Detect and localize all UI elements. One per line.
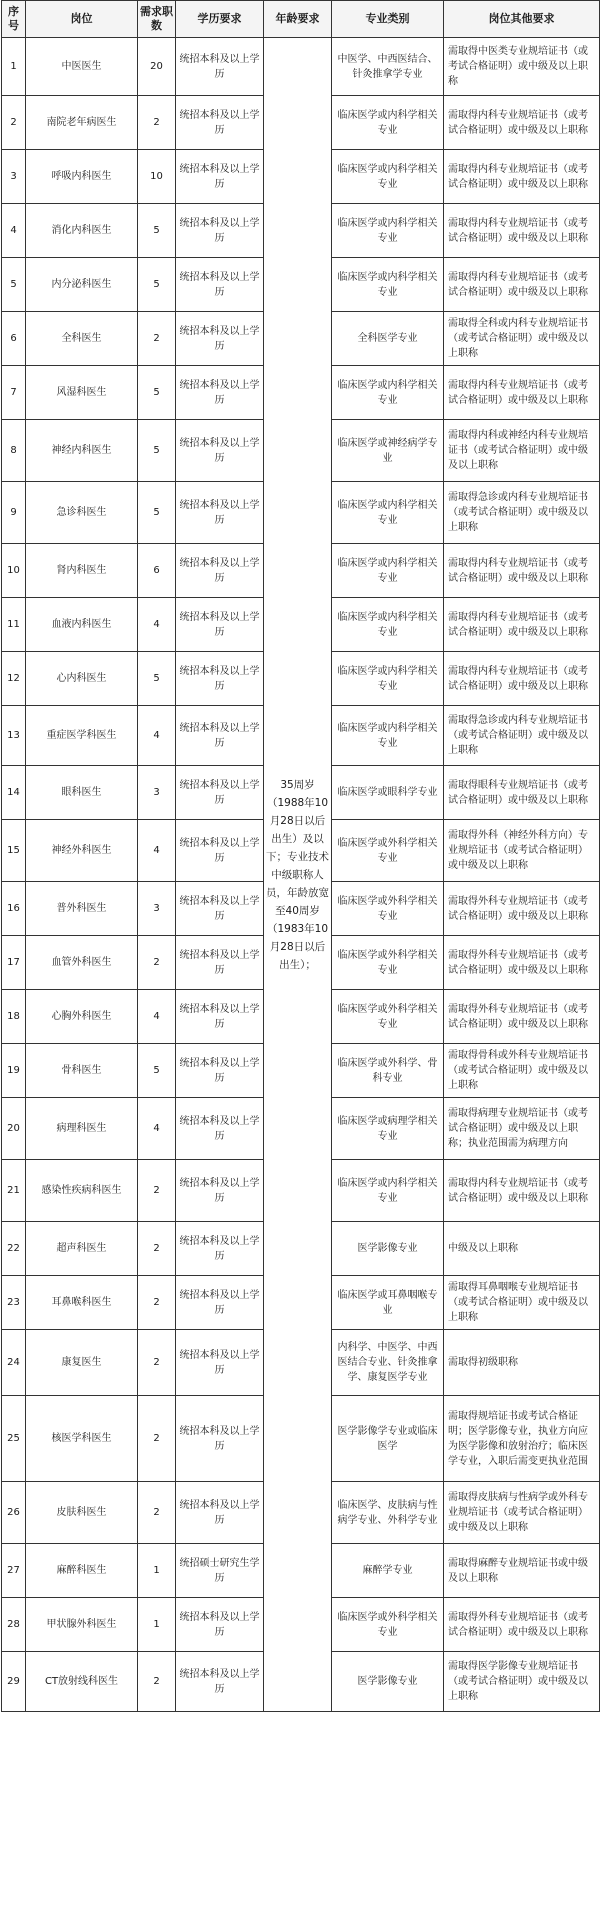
major-category: 临床医学或神经病学专业 [332, 420, 444, 482]
major-category: 临床医学或内科学相关专业 [332, 366, 444, 420]
post-name: 血管外科医生 [26, 936, 138, 990]
headcount: 2 [138, 1222, 176, 1276]
major-category: 临床医学或内科学相关专业 [332, 96, 444, 150]
post-name: 呼吸内科医生 [26, 150, 138, 204]
row-number: 25 [2, 1396, 26, 1482]
education-requirement: 统招本科及以上学历 [176, 258, 264, 312]
education-requirement: 统招本科及以上学历 [176, 1160, 264, 1222]
row-number: 13 [2, 706, 26, 766]
education-requirement: 统招硕士研究生学历 [176, 1544, 264, 1598]
headcount: 2 [138, 1276, 176, 1330]
row-number: 15 [2, 820, 26, 882]
other-requirements: 需取得内科专业规培证书（或考试合格证明）或中级及以上职称 [444, 598, 600, 652]
row-number: 6 [2, 312, 26, 366]
post-name: 神经外科医生 [26, 820, 138, 882]
major-category: 临床医学或外科学相关专业 [332, 936, 444, 990]
education-requirement: 统招本科及以上学历 [176, 706, 264, 766]
post-name: 骨科医生 [26, 1044, 138, 1098]
headcount: 2 [138, 1482, 176, 1544]
major-category: 临床医学或外科学相关专业 [332, 820, 444, 882]
other-requirements: 需取得外科专业规培证书（或考试合格证明）或中级及以上职称 [444, 882, 600, 936]
other-requirements: 需取得内科专业规培证书（或考试合格证明）或中级及以上职称 [444, 544, 600, 598]
major-category: 临床医学或眼科学专业 [332, 766, 444, 820]
education-requirement: 统招本科及以上学历 [176, 766, 264, 820]
major-category: 临床医学或外科学、骨科专业 [332, 1044, 444, 1098]
post-name: 甲状腺外科医生 [26, 1598, 138, 1652]
header-post: 岗位 [26, 1, 138, 38]
post-name: 风湿科医生 [26, 366, 138, 420]
headcount: 10 [138, 150, 176, 204]
post-name: 南院老年病医生 [26, 96, 138, 150]
headcount: 4 [138, 990, 176, 1044]
other-requirements: 需取得急诊或内科专业规培证书（或考试合格证明）或中级及以上职称 [444, 482, 600, 544]
row-number: 27 [2, 1544, 26, 1598]
major-category: 临床医学或病理学相关专业 [332, 1098, 444, 1160]
row-number: 29 [2, 1652, 26, 1712]
headcount: 20 [138, 38, 176, 96]
table-body [2, 38, 600, 1712]
education-requirement: 统招本科及以上学历 [176, 936, 264, 990]
major-category: 中医学、中西医结合、针灸推拿学专业 [332, 38, 444, 96]
education-requirement: 统招本科及以上学历 [176, 482, 264, 544]
header-count: 需求职数 [138, 1, 176, 38]
education-requirement: 统招本科及以上学历 [176, 1276, 264, 1330]
major-category: 临床医学或耳鼻咽喉专业 [332, 1276, 444, 1330]
education-requirement: 统招本科及以上学历 [176, 544, 264, 598]
post-name: 神经内科医生 [26, 420, 138, 482]
education-requirement: 统招本科及以上学历 [176, 990, 264, 1044]
education-requirement: 统招本科及以上学历 [176, 38, 264, 96]
other-requirements: 需取得外科专业规培证书（或考试合格证明）或中级及以上职称 [444, 936, 600, 990]
major-category: 临床医学或内科学相关专业 [332, 482, 444, 544]
post-name: 血液内科医生 [26, 598, 138, 652]
headcount: 2 [138, 96, 176, 150]
headcount: 1 [138, 1598, 176, 1652]
post-name: 皮肤科医生 [26, 1482, 138, 1544]
age-requirement: 35周岁（1988年10月28日以后出生）及以下；专业技术中级职称人员，年龄放宽至40周岁（1983年10月28日以后出生）； [264, 38, 332, 1712]
education-requirement: 统招本科及以上学历 [176, 420, 264, 482]
row-number: 8 [2, 420, 26, 482]
header-no: 序号 [2, 1, 26, 38]
education-requirement: 统招本科及以上学历 [176, 1222, 264, 1276]
post-name: 中医医生 [26, 38, 138, 96]
other-requirements: 需取得皮肤病与性病学或外科专业规培证书（或考试合格证明）或中级及以上职称 [444, 1482, 600, 1544]
other-requirements: 需取得全科或内科专业规培证书（或考试合格证明）或中级及以上职称 [444, 312, 600, 366]
headcount: 1 [138, 1544, 176, 1598]
other-requirements: 需取得外科专业规培证书（或考试合格证明）或中级及以上职称 [444, 1598, 600, 1652]
other-requirements: 需取得急诊或内科专业规培证书（或考试合格证明）或中级及以上职称 [444, 706, 600, 766]
headcount: 5 [138, 482, 176, 544]
other-requirements: 需取得内科专业规培证书（或考试合格证明）或中级及以上职称 [444, 652, 600, 706]
headcount: 4 [138, 820, 176, 882]
header-other-requirements: 岗位其他要求 [444, 1, 600, 38]
major-category: 内科学、中医学、中西医结合专业、针灸推拿学、康复医学专业 [332, 1330, 444, 1396]
education-requirement: 统招本科及以上学历 [176, 1044, 264, 1098]
education-requirement: 统招本科及以上学历 [176, 312, 264, 366]
post-name: 普外科医生 [26, 882, 138, 936]
row-number: 9 [2, 482, 26, 544]
headcount: 6 [138, 544, 176, 598]
other-requirements: 需取得内科或神经内科专业规培证书（或考试合格证明）或中级及以上职称 [444, 420, 600, 482]
major-category: 临床医学或内科学相关专业 [332, 1160, 444, 1222]
post-name: 感染性疾病科医生 [26, 1160, 138, 1222]
major-category: 临床医学或外科学相关专业 [332, 882, 444, 936]
row-number: 21 [2, 1160, 26, 1222]
other-requirements: 需取得规培证书或考试合格证明；医学影像专业，执业方向应为医学影像和放射治疗；临床医学专业，入职后需变更执业范围 [444, 1396, 600, 1482]
headcount: 2 [138, 1160, 176, 1222]
header-major: 专业类别 [332, 1, 444, 38]
major-category: 临床医学或内科学相关专业 [332, 258, 444, 312]
row-number: 1 [2, 38, 26, 96]
major-category: 临床医学或外科学相关专业 [332, 990, 444, 1044]
row-number: 3 [2, 150, 26, 204]
other-requirements: 需取得外科（神经外科方向）专业规培证书（或考试合格证明）或中级及以上职称 [444, 820, 600, 882]
major-category: 医学影像专业 [332, 1652, 444, 1712]
major-category: 临床医学或内科学相关专业 [332, 598, 444, 652]
other-requirements: 中级及以上职称 [444, 1222, 600, 1276]
row-number: 12 [2, 652, 26, 706]
major-category: 全科医学专业 [332, 312, 444, 366]
headcount: 2 [138, 1330, 176, 1396]
major-category: 医学影像学专业或临床医学 [332, 1396, 444, 1482]
row-number: 10 [2, 544, 26, 598]
post-name: 核医学科医生 [26, 1396, 138, 1482]
header-age: 年龄要求 [264, 1, 332, 38]
post-name: 内分泌科医生 [26, 258, 138, 312]
post-name: 耳鼻喉科医生 [26, 1276, 138, 1330]
row-number: 11 [2, 598, 26, 652]
headcount: 4 [138, 598, 176, 652]
row-number: 14 [2, 766, 26, 820]
education-requirement: 统招本科及以上学历 [176, 1482, 264, 1544]
major-category: 医学影像专业 [332, 1222, 444, 1276]
row-number: 24 [2, 1330, 26, 1396]
row-number: 2 [2, 96, 26, 150]
education-requirement: 统招本科及以上学历 [176, 1330, 264, 1396]
post-name: CT放射线科医生 [26, 1652, 138, 1712]
other-requirements: 需取得内科专业规培证书（或考试合格证明）或中级及以上职称 [444, 204, 600, 258]
post-name: 急诊科医生 [26, 482, 138, 544]
other-requirements: 需取得麻醉专业规培证书或中级及以上职称 [444, 1544, 600, 1598]
education-requirement: 统招本科及以上学历 [176, 1098, 264, 1160]
headcount: 5 [138, 1044, 176, 1098]
row-number: 18 [2, 990, 26, 1044]
post-name: 消化内科医生 [26, 204, 138, 258]
headcount: 2 [138, 936, 176, 990]
education-requirement: 统招本科及以上学历 [176, 1396, 264, 1482]
other-requirements: 需取得医学影像专业规培证书（或考试合格证明）或中级及以上职称 [444, 1652, 600, 1712]
other-requirements: 需取得内科专业规培证书（或考试合格证明）或中级及以上职称 [444, 1160, 600, 1222]
post-name: 肾内科医生 [26, 544, 138, 598]
headcount: 3 [138, 882, 176, 936]
major-category: 临床医学或外科学相关专业 [332, 1598, 444, 1652]
row-number: 4 [2, 204, 26, 258]
education-requirement: 统招本科及以上学历 [176, 882, 264, 936]
major-category: 临床医学或内科学相关专业 [332, 150, 444, 204]
major-category: 临床医学、皮肤病与性病学专业、外科学专业 [332, 1482, 444, 1544]
education-requirement: 统招本科及以上学历 [176, 204, 264, 258]
post-name: 心内科医生 [26, 652, 138, 706]
other-requirements: 需取得初级职称 [444, 1330, 600, 1396]
row-number: 17 [2, 936, 26, 990]
other-requirements: 需取得病理专业规培证书（或考试合格证明）或中级及以上职称；执业范围需为病理方向 [444, 1098, 600, 1160]
post-name: 康复医生 [26, 1330, 138, 1396]
education-requirement: 统招本科及以上学历 [176, 820, 264, 882]
row-number: 7 [2, 366, 26, 420]
post-name: 眼科医生 [26, 766, 138, 820]
post-name: 全科医生 [26, 312, 138, 366]
other-requirements: 需取得骨科或外科专业规培证书（或考试合格证明）或中级及以上职称 [444, 1044, 600, 1098]
other-requirements: 需取得内科专业规培证书（或考试合格证明）或中级及以上职称 [444, 96, 600, 150]
row-number: 19 [2, 1044, 26, 1098]
row-number: 28 [2, 1598, 26, 1652]
major-category: 临床医学或内科学相关专业 [332, 706, 444, 766]
post-name: 超声科医生 [26, 1222, 138, 1276]
headcount: 3 [138, 766, 176, 820]
major-category: 麻醉学专业 [332, 1544, 444, 1598]
education-requirement: 统招本科及以上学历 [176, 366, 264, 420]
headcount: 5 [138, 258, 176, 312]
major-category: 临床医学或内科学相关专业 [332, 652, 444, 706]
other-requirements: 需取得耳鼻咽喉专业规培证书（或考试合格证明）或中级及以上职称 [444, 1276, 600, 1330]
headcount: 5 [138, 420, 176, 482]
headcount: 2 [138, 1396, 176, 1482]
row-number: 22 [2, 1222, 26, 1276]
row-number: 23 [2, 1276, 26, 1330]
headcount: 5 [138, 204, 176, 258]
other-requirements: 需取得外科专业规培证书（或考试合格证明）或中级及以上职称 [444, 990, 600, 1044]
other-requirements: 需取得中医类专业规培证书（或考试合格证明）或中级及以上职称 [444, 38, 600, 96]
post-name: 病理科医生 [26, 1098, 138, 1160]
other-requirements: 需取得内科专业规培证书（或考试合格证明）或中级及以上职称 [444, 258, 600, 312]
headcount: 5 [138, 366, 176, 420]
major-category: 临床医学或内科学相关专业 [332, 544, 444, 598]
education-requirement: 统招本科及以上学历 [176, 652, 264, 706]
row-number: 26 [2, 1482, 26, 1544]
post-name: 重症医学科医生 [26, 706, 138, 766]
row-number: 5 [2, 258, 26, 312]
education-requirement: 统招本科及以上学历 [176, 598, 264, 652]
headcount: 5 [138, 652, 176, 706]
post-name: 麻醉科医生 [26, 1544, 138, 1598]
headcount: 2 [138, 312, 176, 366]
table-header-row [2, 1, 600, 38]
major-category: 临床医学或内科学相关专业 [332, 204, 444, 258]
row-number: 20 [2, 1098, 26, 1160]
headcount: 4 [138, 1098, 176, 1160]
headcount: 4 [138, 706, 176, 766]
education-requirement: 统招本科及以上学历 [176, 1652, 264, 1712]
other-requirements: 需取得内科专业规培证书（或考试合格证明）或中级及以上职称 [444, 366, 600, 420]
table-row [2, 38, 600, 96]
education-requirement: 统招本科及以上学历 [176, 1598, 264, 1652]
recruitment-table [1, 0, 600, 1712]
post-name: 心胸外科医生 [26, 990, 138, 1044]
headcount: 2 [138, 1652, 176, 1712]
row-number: 16 [2, 882, 26, 936]
other-requirements: 需取得眼科专业规培证书（或考试合格证明）或中级及以上职称 [444, 766, 600, 820]
education-requirement: 统招本科及以上学历 [176, 96, 264, 150]
other-requirements: 需取得内科专业规培证书（或考试合格证明）或中级及以上职称 [444, 150, 600, 204]
header-education: 学历要求 [176, 1, 264, 38]
education-requirement: 统招本科及以上学历 [176, 150, 264, 204]
